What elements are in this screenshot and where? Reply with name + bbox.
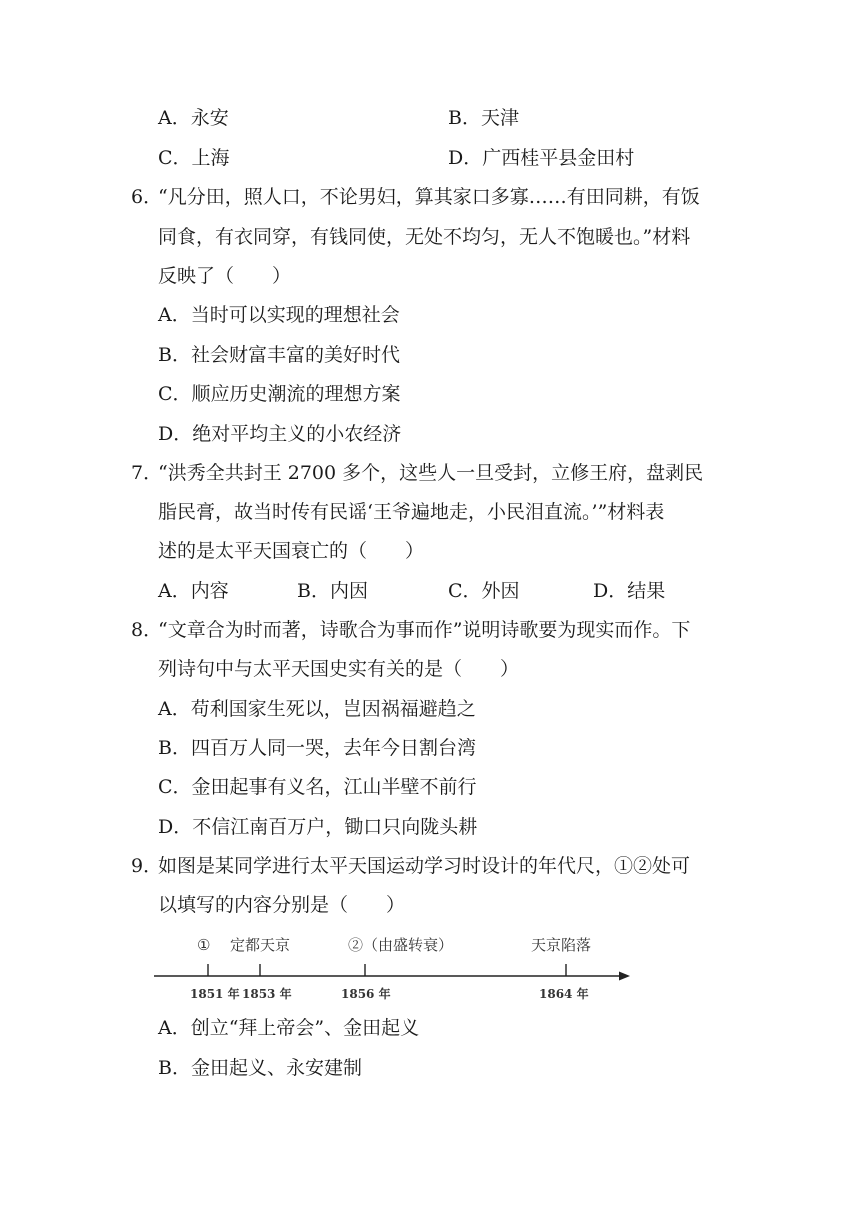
q5-option-c: C．上海: [158, 147, 230, 169]
q9-stem-line2: 以填写的内容分别是（ ）: [158, 894, 406, 916]
q6-option-c: C．顺应历史潮流的理想方案: [158, 383, 401, 405]
year-label-1853: 1853 年: [242, 987, 292, 1001]
q7-option-d: D．结果: [593, 580, 666, 602]
event-label-2: 定都天京: [230, 936, 291, 954]
q8-stem-line2: 列诗句中与太平天国史实有关的是（ ）: [158, 658, 520, 680]
q7-option-c: C．外因: [448, 580, 520, 602]
q8-number: 8．: [131, 619, 163, 641]
q8-option-c: C．金田起事有义名，江山半壁不前行: [158, 776, 477, 798]
year-label-1856: 1856 年: [341, 987, 391, 1001]
q9-number: 9．: [131, 855, 163, 877]
q8-option-d: D．不信江南百万户，锄口只向陇头耕: [158, 816, 478, 838]
q9-stem-line1: 如图是某同学进行太平天国运动学习时设计的年代尺，①②处可: [158, 855, 691, 877]
q6-stem-line3: 反映了（ ）: [158, 265, 292, 287]
q5-option-a: A．永安: [158, 107, 229, 129]
q7-stem-line2: 脂民膏，故当时传有民谣‘王爷遍地走，小民泪直流。’”材料表: [158, 501, 665, 523]
q6-option-d: D．绝对平均主义的小农经济: [158, 423, 402, 445]
event-label-3: ②（由盛转衰）: [348, 936, 454, 954]
q9-option-b: B．金田起义、永安建制: [158, 1057, 362, 1079]
year-label-1851: 1851 年: [190, 987, 240, 1001]
q6-option-b: B．社会财富丰富的美好时代: [158, 344, 400, 366]
q7-option-a: A．内容: [158, 580, 229, 602]
timeline-figure: [150, 930, 640, 1005]
q6-option-a: A．当时可以实现的理想社会: [158, 304, 400, 326]
q7-option-b: B．内因: [297, 580, 368, 602]
timeline-arrow-icon: [619, 972, 630, 981]
year-label-1864: 1864 年: [539, 987, 589, 1001]
q7-stem-line3: 述的是太平天国衰亡的（ ）: [158, 540, 425, 562]
q7-number: 7．: [131, 462, 163, 484]
q6-stem-line2: 同食，有衣同穿，有钱同使，无处不均匀，无人不饱暖也。”材料: [158, 226, 691, 248]
q8-option-b: B．四百万人同一哭，去年今日割台湾: [158, 737, 476, 759]
q8-stem-line1: “文章合为时而著，诗歌合为事而作”说明诗歌要为现实而作。下: [158, 619, 691, 641]
q6-number: 6．: [131, 186, 163, 208]
q8-option-a: A．苟利国家生死以，岂因祸福避趋之: [158, 698, 476, 720]
q7-stem-line1: “洪秀全共封王 2700 多个，这些人一旦受封，立修王府，盘剥民: [158, 462, 704, 484]
q9-option-a: A．创立“拜上帝会”、金田起义: [158, 1017, 420, 1039]
event-label-4: 天京陷落: [531, 936, 592, 954]
q5-option-b: B．天津: [448, 107, 519, 129]
q5-option-d: D．广西桂平县金田村: [448, 147, 635, 169]
event-label-1: ①: [197, 936, 211, 954]
q6-stem-line1: “凡分田，照人口，不论男妇，算其家口多寡……有田同耕，有饭: [158, 186, 700, 208]
